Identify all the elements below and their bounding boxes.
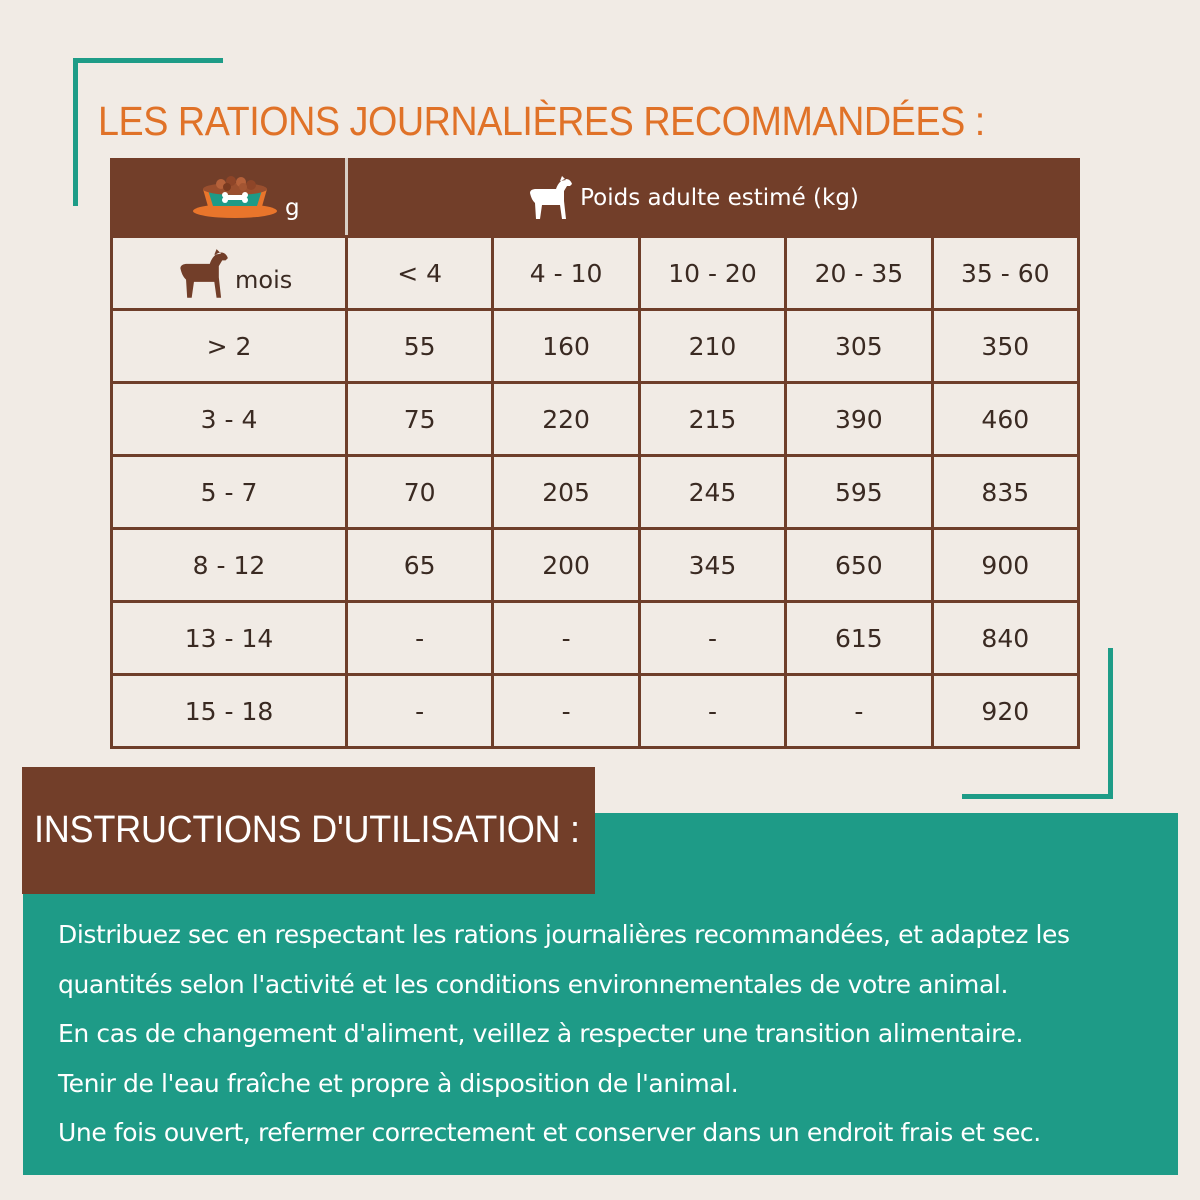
age-cell: 5 - 7: [112, 456, 347, 529]
ration-cell: 55: [347, 310, 493, 383]
instruction-line: quantités selon l'activité et les conditions environnementales de votre animal.: [58, 969, 1008, 999]
ration-cell: 160: [493, 310, 639, 383]
ration-cell: 920: [932, 675, 1078, 748]
ration-table: [110, 158, 1080, 749]
age-header-cell: [112, 237, 347, 310]
ration-cell: 595: [786, 456, 932, 529]
ration-cell: 460: [932, 383, 1078, 456]
table-row: [112, 456, 1079, 529]
dog-food-bowl-icon: [191, 173, 279, 219]
table-header-row: [112, 160, 1079, 237]
weight-header-label: Poids adulte estimé (kg): [580, 185, 859, 211]
ration-cell: -: [347, 602, 493, 675]
weight-column-header: 35 - 60: [932, 237, 1078, 310]
age-cell: 13 - 14: [112, 602, 347, 675]
table-row: [112, 675, 1079, 748]
ration-cell: 205: [493, 456, 639, 529]
table-row: [112, 383, 1079, 456]
grams-unit-label: g: [285, 195, 300, 221]
ration-cell: -: [347, 675, 493, 748]
instruction-line: En cas de changement d'aliment, veillez à respecter une transition alimentaire.: [58, 1019, 1024, 1048]
ration-cell: 210: [639, 310, 785, 383]
age-cell: > 2: [112, 310, 347, 383]
ration-cell: 65: [347, 529, 493, 602]
ration-cell: 245: [639, 456, 785, 529]
age-cell: 8 - 12: [112, 529, 347, 602]
ration-cell: 390: [786, 383, 932, 456]
ration-cell: 305: [786, 310, 932, 383]
ration-cell: 345: [639, 529, 785, 602]
age-cell: 15 - 18: [112, 675, 347, 748]
weight-column-header: 4 - 10: [493, 237, 639, 310]
instruction-line: Distribuez sec en respectant les rations journalières recommandées, et adaptez les: [58, 920, 1070, 949]
header-weight-cell: [347, 160, 1079, 237]
instructions-title: INSTRUCTIONS D'UTILISATION :: [34, 809, 580, 851]
ration-cell: -: [786, 675, 932, 748]
dog-silhouette-icon: [526, 175, 574, 221]
instructions-header: [22, 767, 595, 894]
table-row: [112, 529, 1079, 602]
instruction-line: Tenir de l'eau fraîche et propre à disposition de l'animal.: [58, 1068, 739, 1098]
weight-column-header: < 4: [347, 237, 493, 310]
table-row: [112, 310, 1079, 383]
ration-cell: 840: [932, 602, 1078, 675]
table-row: [112, 602, 1079, 675]
ration-cell: 70: [347, 456, 493, 529]
ration-cell: 650: [786, 529, 932, 602]
instruction-line: Une fois ouvert, refermer correctement et conserver dans un endroit frais et sec.: [58, 1118, 1041, 1147]
ration-cell: 615: [786, 602, 932, 675]
weight-column-header: 10 - 20: [639, 237, 785, 310]
age-unit-label: mois: [235, 266, 293, 294]
ration-cell: 350: [932, 310, 1078, 383]
weight-column-header: 20 - 35: [786, 237, 932, 310]
ration-cell: -: [493, 602, 639, 675]
age-cell: 3 - 4: [112, 383, 347, 456]
header-food-cell: [112, 160, 347, 237]
dog-silhouette-icon: [175, 248, 231, 300]
ration-cell: 200: [493, 529, 639, 602]
ration-cell: 220: [493, 383, 639, 456]
ration-cell: 215: [639, 383, 785, 456]
page-title: LES RATIONS JOURNALIÈRES RECOMMANDÉES :: [98, 98, 985, 144]
ration-cell: 900: [932, 529, 1078, 602]
weight-columns-row: [112, 237, 1079, 310]
ration-cell: 75: [347, 383, 493, 456]
ration-cell: 835: [932, 456, 1078, 529]
instructions-text: [58, 910, 1168, 1158]
ration-cell: -: [639, 675, 785, 748]
ration-cell: -: [493, 675, 639, 748]
ration-cell: -: [639, 602, 785, 675]
